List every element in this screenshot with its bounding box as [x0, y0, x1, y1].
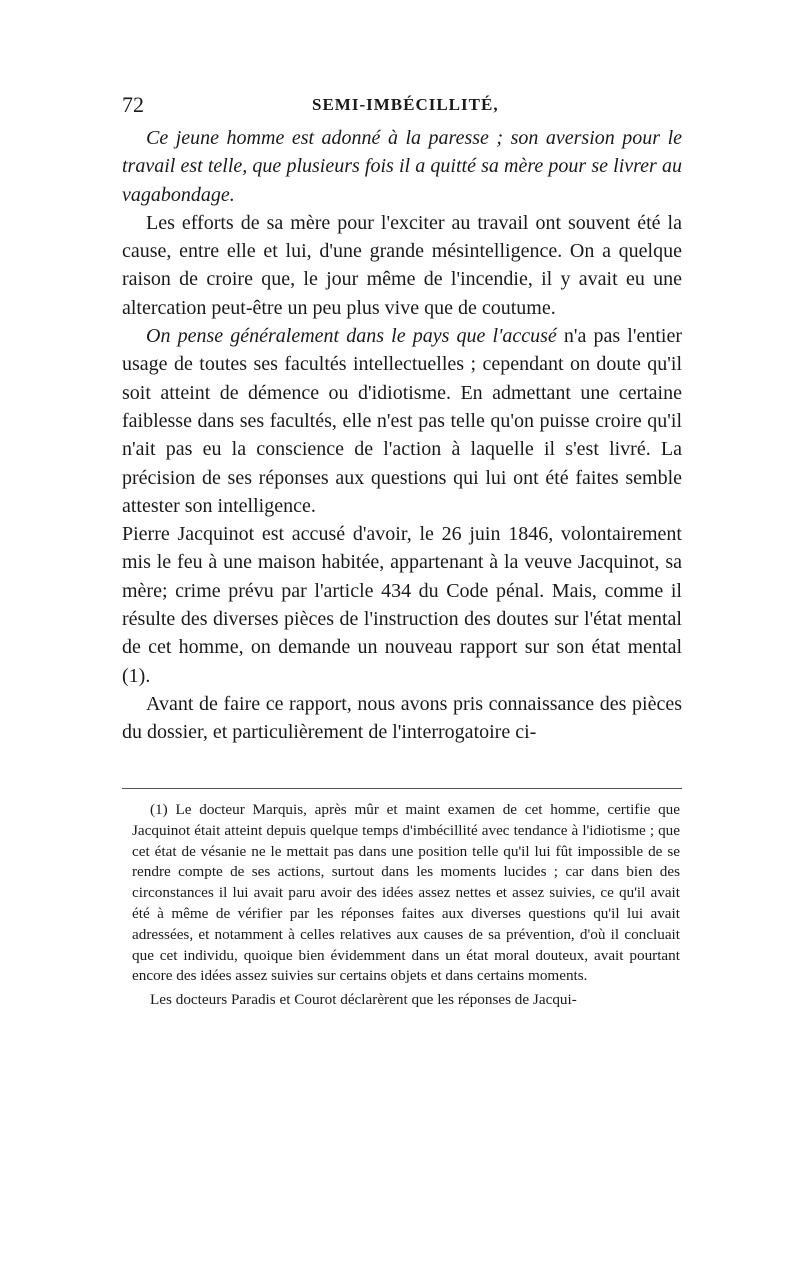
paragraph: Avant de faire ce rapport, nous avons pris connaissance des pièces du dossier, et particulièrement de l'interrogatoire ci- [122, 692, 682, 744]
paragraph: Les efforts de sa mère pour l'exciter au travail ont souvent été la cause, entre elle et lui, d'une grande mésintelligence. On a quelque raison de croire que, le jour même de l'incendie, il y avait eu une altercation peut-être un peu plus vive que de coutume. [122, 211, 682, 319]
paragraph: Pierre Jacquinot est accusé d'avoir, le 26 juin 1846, volontairement mis le feu à une maison habitée, appartenant à la veuve Jacquinot, sa mère; crime prévu par l'article 434 du Code pénal. Mais, comme il résulte des diverses pièces de l'instruction des doutes sur l'état mental de cet homme, on demande un nouveau rapport sur son état mental (1). [122, 523, 682, 687]
paragraph-text: n'a pas l'entier usage de toutes ses facultés intellectuelles ; cependant on doute qu'il soit atteint de démence ou d'idiotisme. En admettant une certaine faiblesse dans ses facultés, elle n'est pas telle qu'on puisse croire qu'il n'ait pas eu la conscience de l'action à laquelle il s'est livré. La précision de ses réponses aux questions qui lui ont été faites semble attester son intelligence. [122, 325, 682, 517]
italic-text: Ce jeune homme est adonné à la paresse ; son aversion pour le travail est telle, que plusieurs fois il a quitté sa mère pour se livrer au vagabondage. [122, 127, 682, 206]
page-number: 72 [122, 92, 144, 117]
footnote: Les docteurs Paradis et Courot déclarèrent que les réponses de Jacqui- [150, 991, 577, 1009]
footnotes [132, 800, 680, 1011]
body-text [122, 124, 682, 747]
running-head [122, 92, 682, 118]
footnote: (1) Le docteur Marquis, après mûr et maint examen de cet homme, certifie que Jacquinot était atteint depuis quelque temps d'imbécillité avec tendance à l'idiotisme ; que cet état de vésanie ne le mettait pas dans une position telle qu'il lui fût impossible de se rendre compte de ses actions, surtout dans les moments lucides ; car dans bien des circonstances il lui avait paru avoir des idées assez nettes et assez suivies, ce qu'il avait été à même de vérifier par les réponses faites aux diverses questions qu'il lui avait adressées, et notamment à celles relatives aux causes de sa prévention, d'où il concluait que cet individu, quoique bien évidemment dans un état moral douteux, avait pourtant encore des idées assez suivies sur certains objets et dans certains moments. [132, 801, 680, 985]
footnote-rule [122, 788, 682, 789]
running-title: SEMI-IMBÉCILLITÉ, [312, 95, 499, 114]
paragraph [122, 124, 682, 209]
italic-text: On pense généralement dans le pays que l'accusé [146, 325, 557, 348]
paragraph [122, 322, 682, 520]
